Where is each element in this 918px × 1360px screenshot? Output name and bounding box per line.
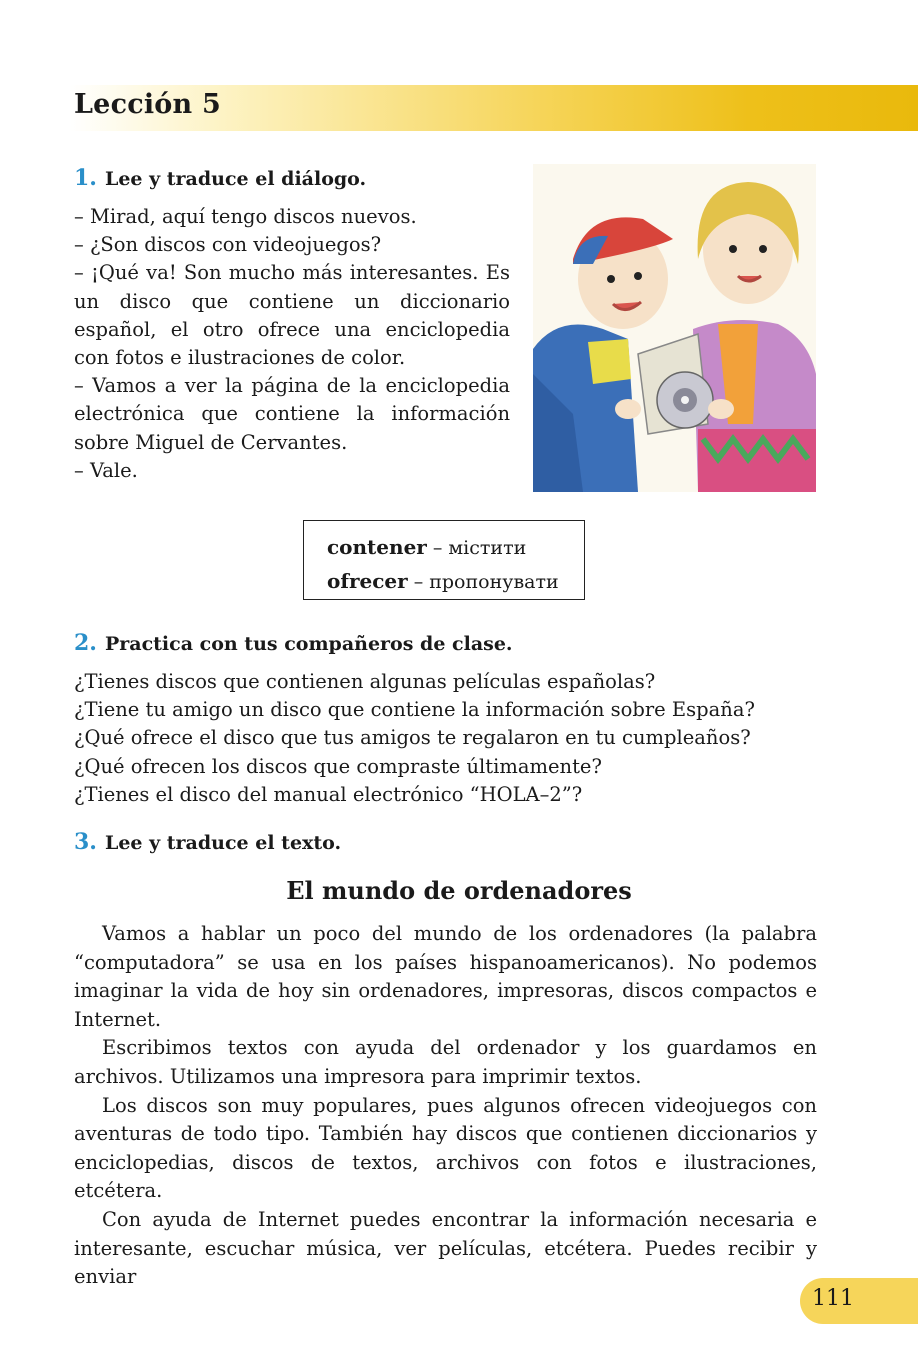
reading-paragraph: Los discos son muy populares, pues algunos ofrecen videojuegos con aventuras de todo tipo. También hay discos que contienen diccionarios y enciclopedias, discos de textos, archivos con fotos e ilustraciones, etcétera. <box>74 1093 817 1203</box>
vocab-entry <box>327 565 584 599</box>
exercise-2-number: 2. <box>74 630 97 656</box>
exercise-3-heading <box>74 829 341 855</box>
question-item: ¿Qué ofrecen los discos que compraste últimamente? <box>74 754 602 778</box>
page-number: 111 <box>812 1286 854 1311</box>
kids-with-disc-illustration <box>533 164 816 492</box>
dialogue-line: – Vamos a ver la página de la enciclopedia electrónica que contiene la información sobre Miguel de Cervantes. <box>74 374 510 454</box>
vocab-word: contener <box>327 535 427 559</box>
lesson-title: Lección 5 <box>74 89 221 120</box>
question-item: ¿Tienes el disco del manual electrónico “HOLA–2”? <box>74 782 583 806</box>
vocab-translation: – пропонувати <box>407 571 559 593</box>
reading-title: El mundo de ordenadores <box>286 876 632 905</box>
exercise-1-heading <box>74 165 366 191</box>
question-list <box>74 668 755 809</box>
vocab-translation: – містити <box>426 537 527 559</box>
vocab-entry <box>327 531 584 565</box>
exercise-1-instruction: Lee y traduce el diálogo. <box>104 168 367 190</box>
dialogue-line: – ¡Qué va! Son mucho más interesantes. Es un disco que contiene un diccionario español, el otro ofrece una enciclopedia con fotos e ilustraciones de color. <box>74 261 510 370</box>
vocabulary-box <box>303 520 585 600</box>
reading-text <box>74 920 817 1292</box>
question-item: ¿Tiene tu amigo un disco que contiene la información sobre España? <box>74 698 755 722</box>
exercise-2-instruction: Practica con tus compañeros de clase. <box>104 633 513 655</box>
dialogue-line: – Vale. <box>74 458 138 482</box>
dialogue-line: – ¿Son discos con videojuegos? <box>74 233 382 257</box>
exercise-1-number: 1. <box>74 165 97 191</box>
exercise-2-heading <box>74 630 513 656</box>
dialogue-line: – Mirad, aquí tengo discos nuevos. <box>74 205 417 228</box>
question-item: ¿Tienes discos que contienen algunas películas españolas? <box>74 670 656 693</box>
question-item: ¿Qué ofrece el disco que tus amigos te regalaron en tu cumpleaños? <box>74 726 751 750</box>
dialogue <box>74 203 510 485</box>
reading-paragraph: Con ayuda de Internet puedes encontrar la información necesaria e interesante, escuchar música, ver películas, etcétera. Puedes recibir y enviar <box>74 1207 817 1289</box>
reading-paragraph: Vamos a hablar un poco del mundo de los ordenadores (la palabra “computadora” se usa en los países hispanoamericanos). No podemos imaginar la vida de hoy sin ordenadores, impresoras, discos compactos e Internet. <box>74 922 817 1031</box>
exercise-3-number: 3. <box>74 829 97 855</box>
exercise-3-instruction: Lee y traduce el texto. <box>104 832 342 854</box>
reading-paragraph: Escribimos textos con ayuda del ordenador y los guardamos en archivos. Utilizamos una impresora para imprimir textos. <box>74 1036 817 1088</box>
vocab-word: ofrecer <box>327 569 408 593</box>
